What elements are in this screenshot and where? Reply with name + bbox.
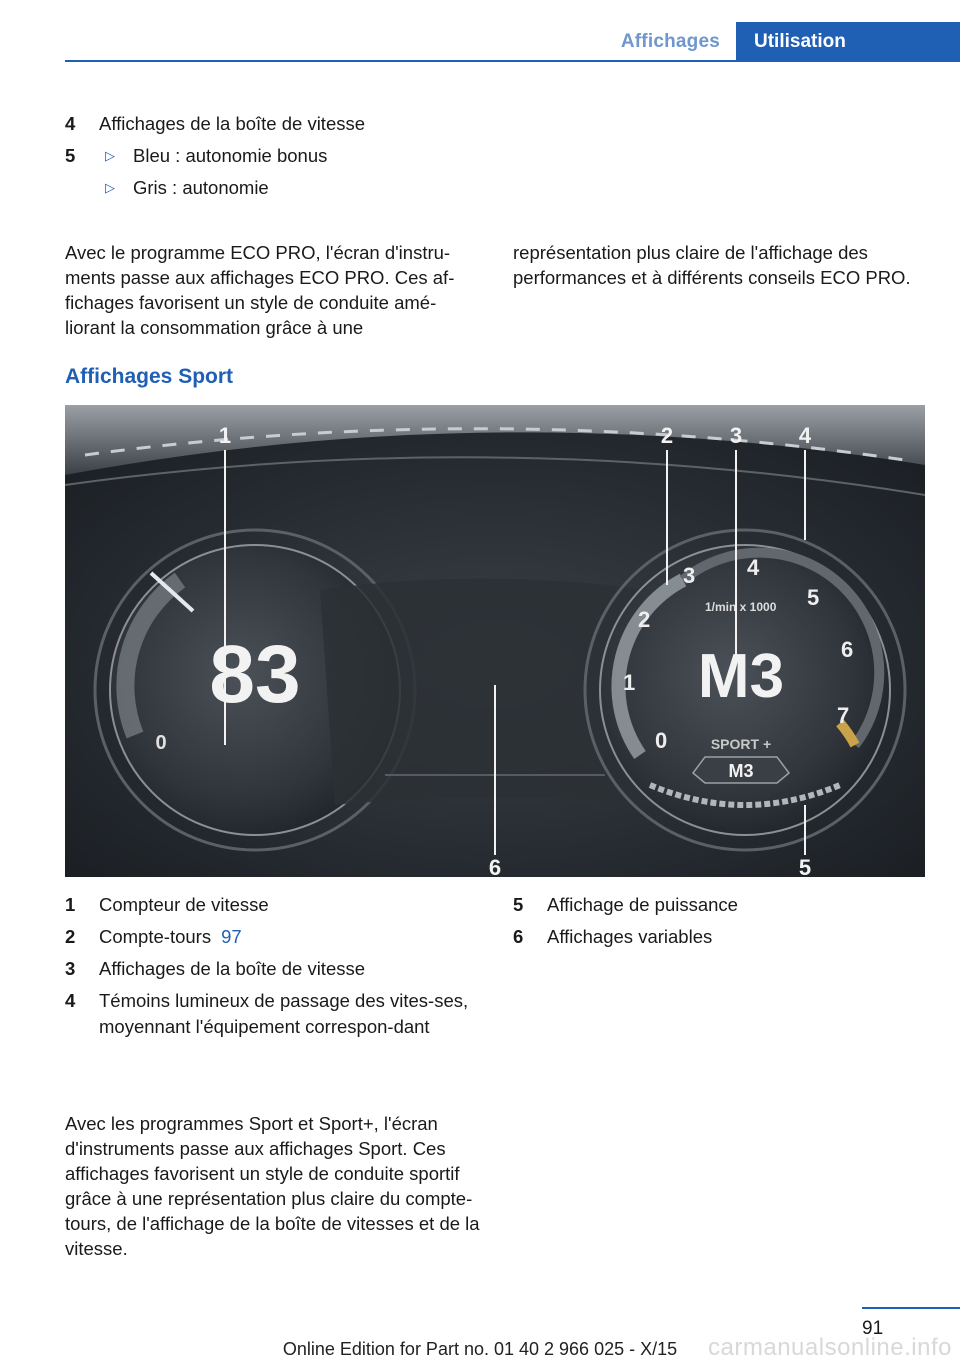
- legend-item: [513, 889, 913, 921]
- legend-item: [65, 921, 485, 953]
- legend-number: 2: [65, 926, 76, 947]
- legend-number: 5: [513, 894, 524, 915]
- triangle-bullet-icon: ▷: [105, 180, 115, 195]
- page-reference-link[interactable]: 97: [221, 926, 242, 947]
- rpm-tick-1: 1: [623, 670, 636, 695]
- header-chapter-tab: Utilisation: [736, 22, 960, 62]
- triangle-bullet-icon: ▷: [105, 148, 115, 163]
- page-header: [0, 0, 960, 62]
- rpm-tick-2: 2: [638, 607, 651, 632]
- cluster-illustration: [65, 405, 925, 877]
- callout-3: 3: [729, 423, 743, 448]
- top-list: [65, 108, 365, 204]
- item-number: 5: [65, 145, 76, 166]
- list-item: [65, 108, 365, 140]
- rpm-unit-label: 1/min x 1000: [705, 600, 777, 614]
- header-section-label: Affichages: [620, 31, 720, 52]
- callout-1: 1: [218, 423, 232, 448]
- rpm-tick-7: 7: [837, 703, 850, 728]
- item-number: 4: [65, 113, 76, 134]
- legend-item: [513, 921, 913, 953]
- list-item: [65, 140, 365, 172]
- rpm-tick-4: 4: [747, 555, 760, 580]
- section-title: Affichages Sport: [65, 365, 234, 388]
- item-text: Gris : autonomie: [133, 177, 269, 198]
- legend-text: Témoins lumineux de passage des vites-ses, moyennant l'équipement correspon-dant: [99, 990, 469, 1037]
- item-text: Bleu : autonomie bonus: [133, 145, 328, 166]
- rpm-tick-0: 0: [655, 728, 668, 753]
- gear-display: M3: [697, 642, 785, 711]
- legend-right: [513, 889, 913, 953]
- footer-rule: [862, 1307, 960, 1309]
- callout-5: 5: [798, 855, 812, 877]
- callout-2: 2: [660, 423, 674, 448]
- rpm-tick-6: 6: [841, 637, 854, 662]
- header-rule: [65, 60, 736, 62]
- legend-number: 6: [513, 926, 524, 947]
- instrument-cluster-figure: [65, 405, 925, 877]
- sport-paragraph: Avec les programmes Sport et Sport+, l'écran d'instruments passe aux affichages Sport. Ces affichages favorisent un style de conduite sportif grâce à une représentation plus claire du compte-tours, de l'affichage de la boîte de vitesses et de la vitesse.: [65, 1113, 480, 1259]
- item-text: Affichages de la boîte de vitesse: [99, 113, 366, 134]
- footer-edition: Online Edition for Part no. 01 40 2 966 025 - X/15: [282, 1339, 678, 1359]
- rpm-tick-5: 5: [807, 585, 820, 610]
- legend-number: 1: [65, 894, 76, 915]
- legend-text: Affichages de la boîte de vitesse: [99, 958, 366, 979]
- watermark: carmanualsonline.info: [708, 1334, 952, 1361]
- legend-item: [65, 889, 485, 921]
- speed-zero-label: 0: [155, 732, 167, 754]
- legend-text: Compteur de vitesse: [99, 894, 269, 915]
- page-number: 91: [862, 1318, 884, 1339]
- legend-text: Affichages variables: [547, 926, 713, 947]
- speed-value: 83: [209, 629, 301, 720]
- list-item: [65, 172, 365, 204]
- legend-item: [65, 985, 475, 1043]
- callout-4: 4: [798, 423, 812, 448]
- eco-paragraph-right: représentation plus claire de l'affichage des performances et à différents conseils ECO PRO.: [513, 242, 911, 288]
- legend-number: 3: [65, 958, 76, 979]
- gear-small-label: M3: [728, 761, 754, 781]
- legend-left: [65, 889, 485, 1043]
- rpm-tick-3: 3: [683, 563, 696, 588]
- eco-paragraph-left: Avec le programme ECO PRO, l'écran d'instru-ments passe aux affichages ECO PRO. Ces af-fichages favorisent un style de conduite amé-liorant la consommation grâce à une: [65, 242, 455, 338]
- legend-text: Affichage de puissance: [547, 894, 738, 915]
- mode-label: SPORT +: [710, 736, 772, 752]
- legend-item: [65, 953, 485, 985]
- callout-6: 6: [488, 855, 502, 877]
- legend-number: 4: [65, 990, 76, 1011]
- legend-text: Compte-tours: [99, 926, 212, 947]
